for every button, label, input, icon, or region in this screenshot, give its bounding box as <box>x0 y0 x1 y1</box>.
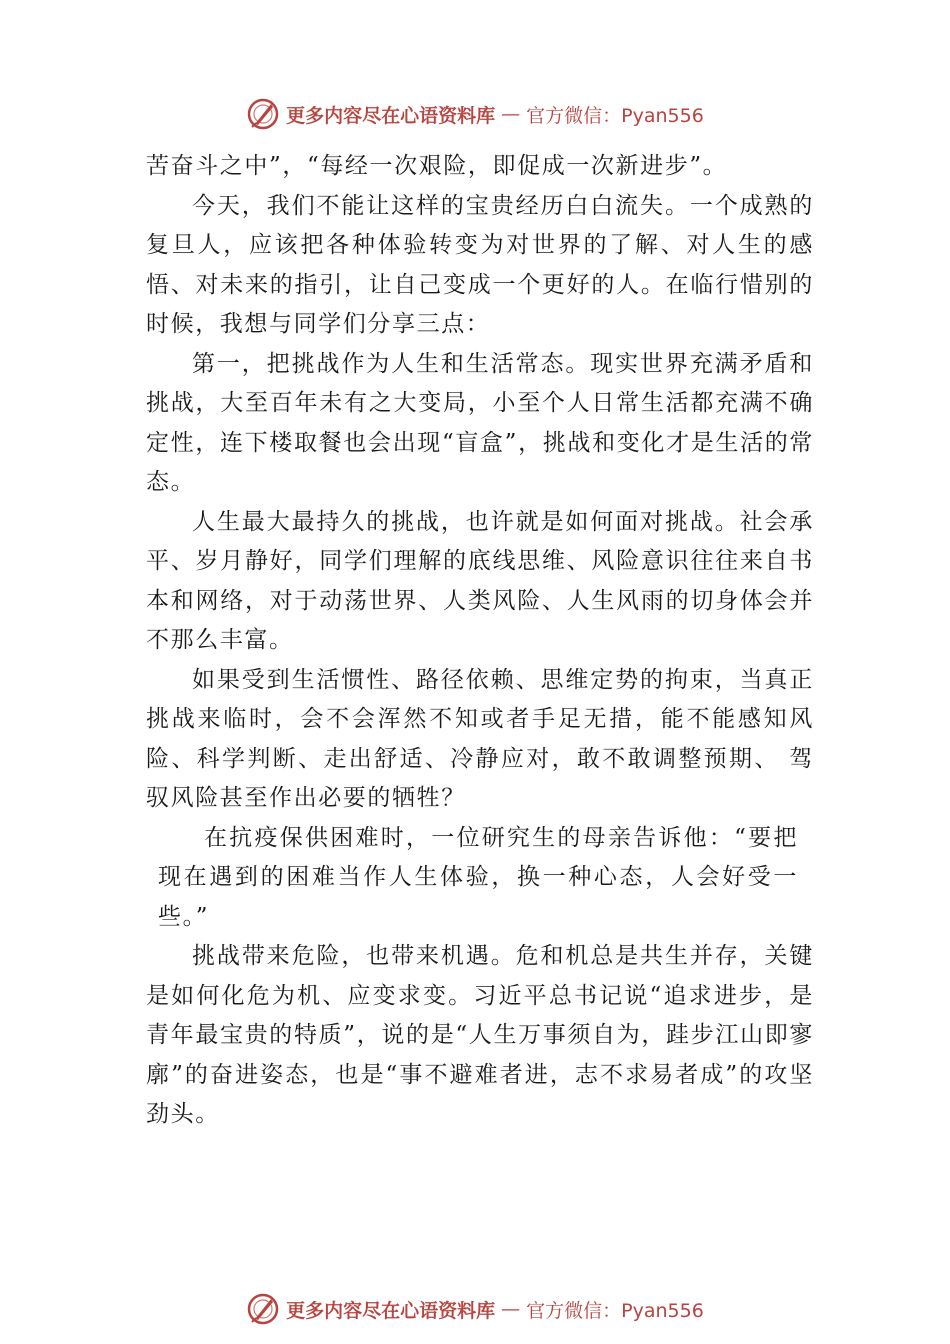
footer-banner-main: 更多内容尽在心语资料库 <box>286 1299 496 1322</box>
paragraph: 苦奋斗之中”，“每经一次艰险，即促成一次新进步”。 <box>146 153 728 179</box>
header-banner-wechat: 官方微信：Pyan556 <box>526 104 704 127</box>
header-banner-dash: — <box>501 103 521 125</box>
quill-circle-logo-icon <box>246 97 280 131</box>
footer-banner <box>0 1289 950 1329</box>
paragraph: 人生最大最持久的挑战，也许就是如何面对挑战。社会承平、岁月静好，同学们理解的底线思维、风险意识往往来自书本和网络，对于动荡世界、人类风险、人生风雨的切身体会并不那么丰富。 <box>146 508 814 653</box>
paragraph: 今天，我们不能让这样的宝贵经历白白流失。一个成熟的复旦人，应该把各种体验转变为对世界的了解、对人生的感悟、对未来的指引，让自己变成一个更好的人。在临行惜别的时候，我想与同学们分享三点： <box>146 192 814 337</box>
paragraph: 挑战带来危险，也带来机遇。危和机总是共生并存，关键是如何化危为机、应变求变。习近平总书记说“追求进步，是青年最宝贵的特质”，说的是“人生万事须自为，跬步江山即寥廓”的奋进姿态，也是“事不避难者进，志不求易者成”的攻坚劲头。 <box>146 943 814 1127</box>
header-banner-main: 更多内容尽在心语资料库 <box>286 104 496 127</box>
footer-banner-dash: — <box>501 1298 521 1320</box>
header-banner <box>0 94 950 134</box>
quill-circle-logo-icon <box>246 1292 280 1326</box>
document-body <box>146 147 814 1135</box>
paragraph: 在抗疫保供困难时，一位研究生的母亲告诉他：“要把现在遇到的困难当作人生体验，换一种心态，人会好受一些。” <box>158 824 798 930</box>
footer-banner-wechat: 官方微信：Pyan556 <box>526 1299 704 1322</box>
paragraph: 如果受到生活惯性、路径依赖、思维定势的拘束，当真正挑战来临时，会不会浑然不知或者手足无措，能不能感知风险、科学判断、走出舒适、冷静应对，敢不敢调整预期、 驾驭风险甚至作出必要的牺牲？ <box>146 666 814 811</box>
paragraph: 第一，把挑战作为人生和生活常态。现实世界充满矛盾和挑战，大至百年未有之大变局，小至个人日常生活都充满不确定性，连下楼取餐也会出现“盲盒”，挑战和变化才是生活的常态。 <box>146 350 814 495</box>
